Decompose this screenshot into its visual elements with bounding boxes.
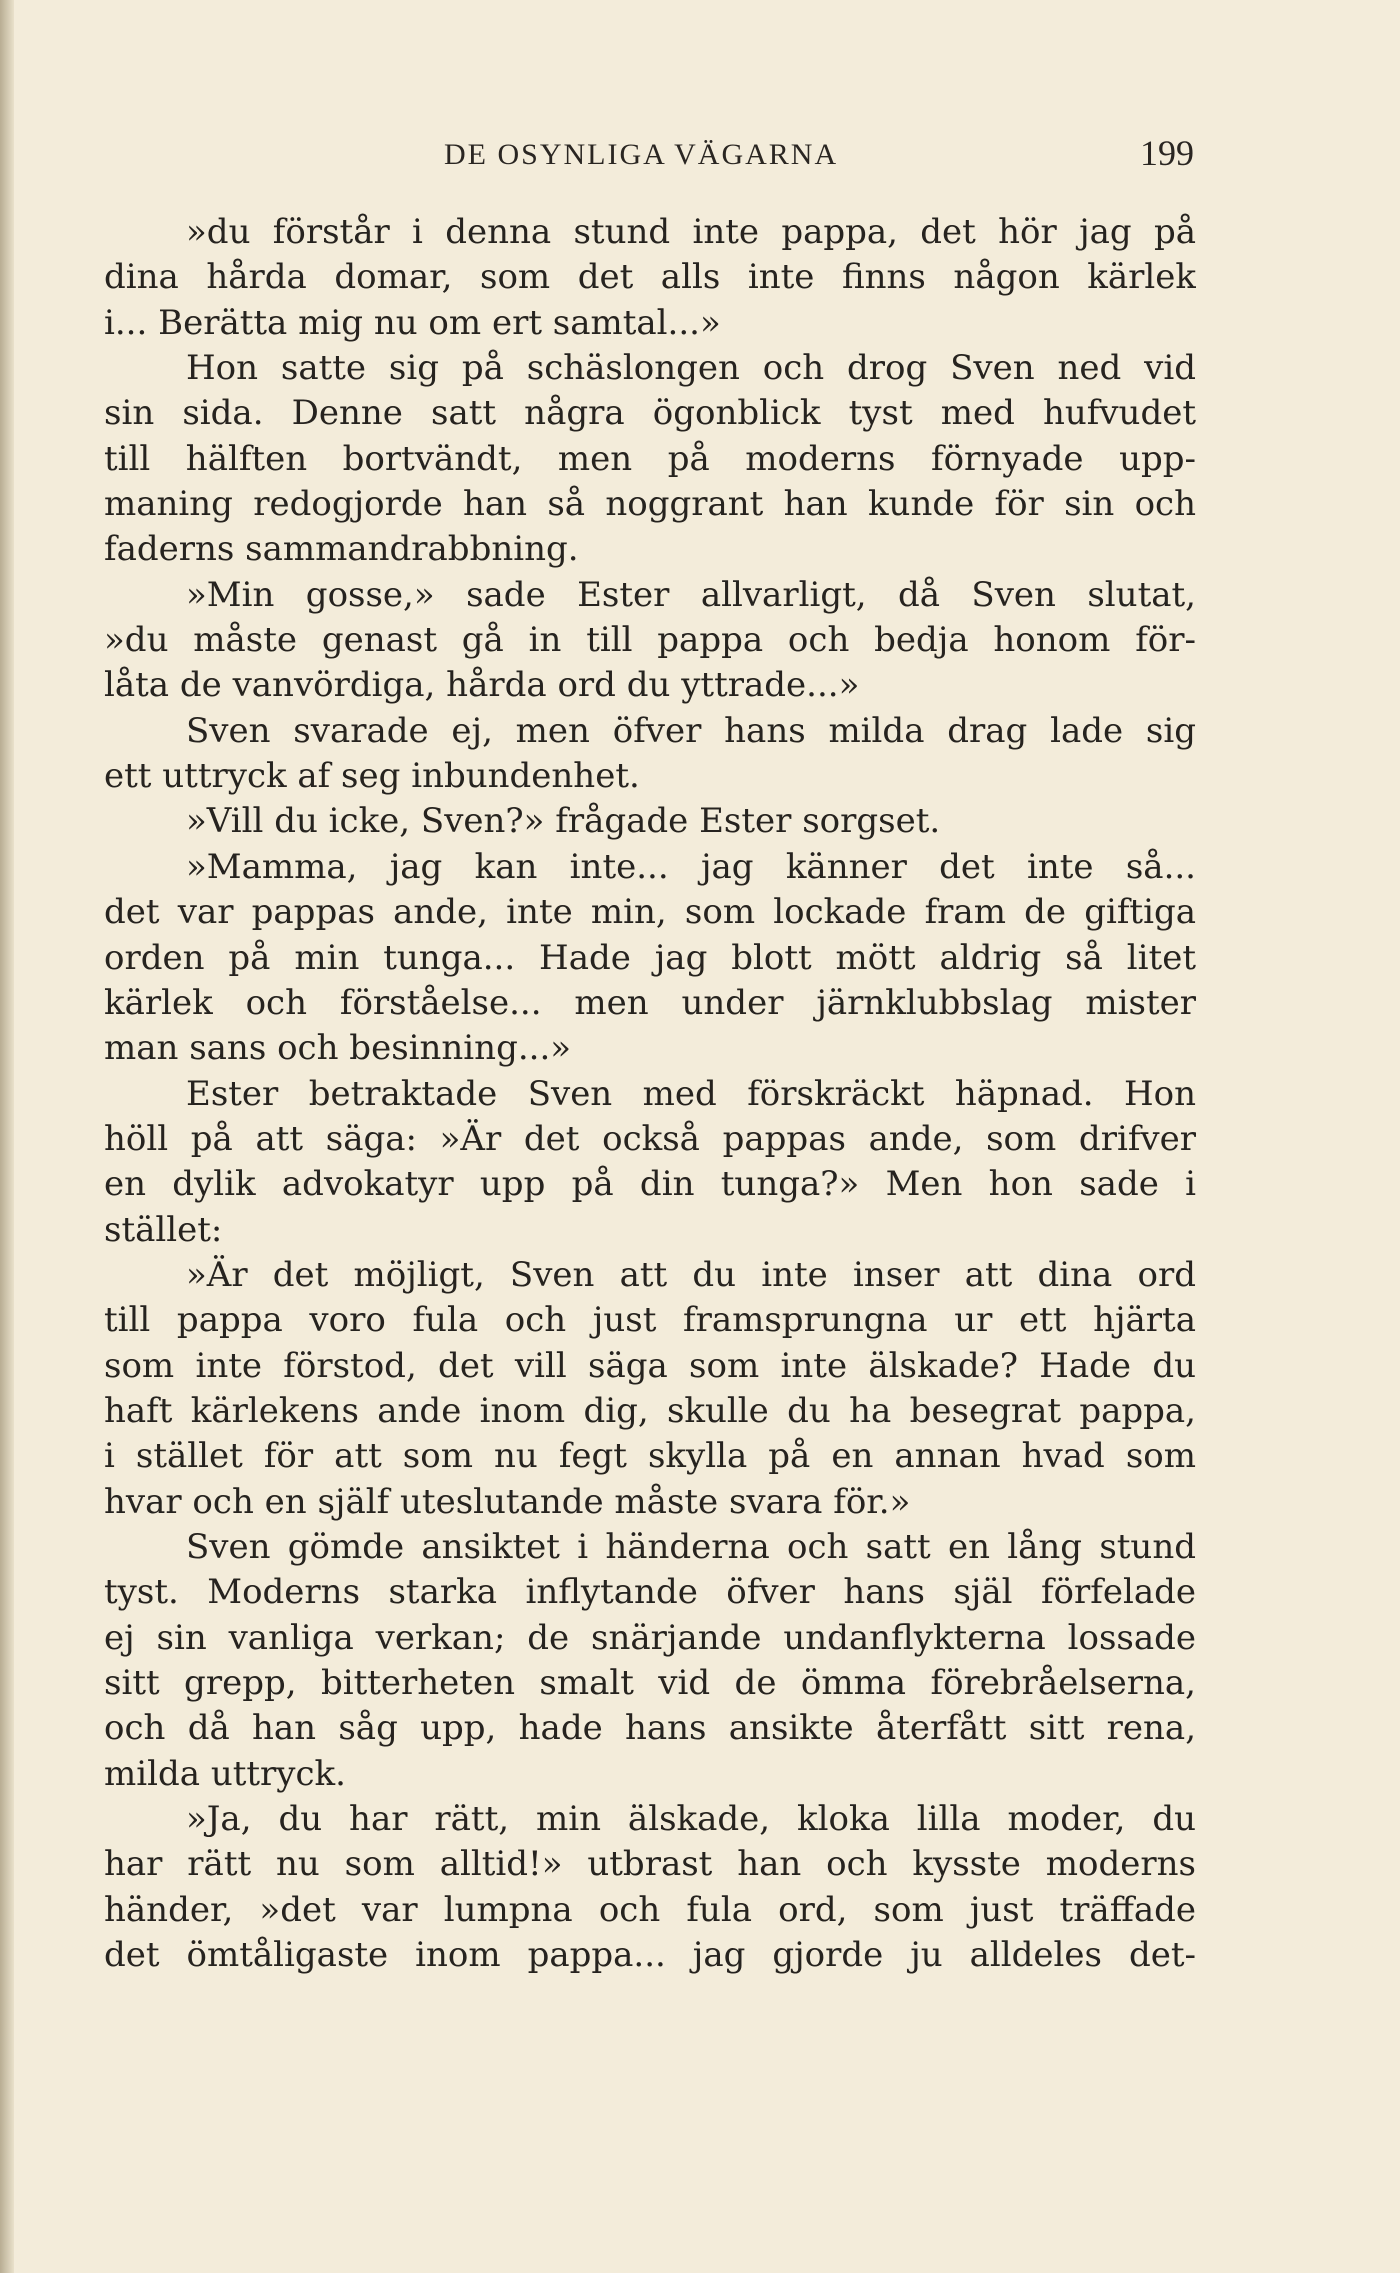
text-line: till hälften bortvändt, men på moderns förnyade upp-: [104, 438, 1196, 479]
text-line: en dylik advokatyr upp på din tunga?» Men hon sade i: [104, 1164, 1196, 1205]
text-line: »du förstår i denna stund inte pappa, det hör jag på: [186, 212, 1196, 252]
text-line: i stället för att som nu fegt skylla på en annan hvad som: [104, 1436, 1196, 1477]
text-line: dina hårda domar, som det alls inte finns någon kärlek: [104, 257, 1196, 298]
text-line: låta de vanvördiga, hårda ord du yttrade...»: [104, 665, 860, 706]
text-line: »Min gosse,» sade Ester allvarligt, då Sven slutat,: [186, 574, 1196, 615]
text-line: det var pappas ande, inte min, som lockade fram de giftiga: [104, 892, 1196, 933]
text-line: Sven gömde ansiktet i händerna och satt en lång stund: [186, 1526, 1196, 1567]
text-line: faderns sammandrabbning.: [104, 529, 579, 570]
body-text: [104, 210, 1196, 1978]
text-line: »du måste genast gå in till pappa och bedja honom för-: [104, 620, 1196, 661]
text-line: ett uttryck af seg inbundenhet.: [104, 756, 640, 797]
text-line: sitt grepp, bitterheten smalt vid de ömma förebråelserna,: [104, 1663, 1196, 1703]
text-line: kärlek och förståelse... men under järnklubbslag mister: [104, 982, 1196, 1023]
text-line: man sans och besinning...»: [104, 1028, 572, 1069]
text-line: Ester betraktade Sven med förskräckt häpnad. Hon: [186, 1073, 1196, 1114]
text-line: milda uttryck.: [104, 1753, 346, 1794]
text-line: Hon satte sig på schäslongen och drog Sven ned vid: [186, 348, 1196, 389]
running-title: DE OSYNLIGA VÄGARNA: [444, 138, 839, 171]
text-line: höll på att säga: »Är det också pappas ande, som drifver: [104, 1118, 1196, 1159]
text-line: »Ja, du har rätt, min älskade, kloka lilla moder, du: [186, 1799, 1196, 1840]
text-line: det ömtåligaste inom pappa... jag gjorde ju alldeles det-: [104, 1935, 1196, 1976]
text-line: stället:: [104, 1209, 223, 1250]
text-line: tyst. Moderns starka inflytande öfver hans själ förfelade: [104, 1572, 1196, 1613]
text-line: hvar och en själf uteslutande måste svara för.»: [104, 1481, 911, 1522]
text-line: haft kärlekens ande inom dig, skulle du ha besegrat pappa,: [104, 1390, 1196, 1431]
text-line: sin sida. Denne satt några ögonblick tyst med hufvudet: [104, 393, 1196, 434]
text-line: och då han såg upp, hade hans ansikte återfått sitt rena,: [104, 1708, 1196, 1749]
text-line: i... Berätta mig nu om ert samtal...»: [104, 302, 721, 343]
text-line: orden på min tunga... Hade jag blott mött aldrig så litet: [104, 937, 1196, 978]
page-number: 199: [1140, 133, 1194, 173]
text-line: har rätt nu som alltid!» utbrast han och kysste moderns: [104, 1844, 1196, 1885]
text-line: som inte förstod, det vill säga som inte älskade? Hade du: [104, 1345, 1196, 1386]
text-line: »Vill du icke, Sven?» frågade Ester sorgset.: [186, 801, 941, 842]
text-line: Sven svarade ej, men öfver hans milda drag lade sig: [186, 710, 1196, 751]
text-line: händer, »det var lumpna och fula ord, som just träffade: [104, 1889, 1196, 1930]
running-head: [0, 132, 1400, 182]
text-line: till pappa voro fula och just framsprungna ur ett hjärta: [104, 1300, 1196, 1341]
text-line: »Är det möjligt, Sven att du inte inser att dina ord: [186, 1254, 1196, 1295]
text-line: ej sin vanliga verkan; de snärjande undanflykterna lossade: [104, 1617, 1196, 1658]
text-line: »Mamma, jag kan inte... jag känner det inte så...: [186, 846, 1196, 887]
text-line: maning redogjorde han så noggrant han kunde för sin och: [104, 484, 1196, 525]
page-binding-edge: [0, 0, 14, 2273]
